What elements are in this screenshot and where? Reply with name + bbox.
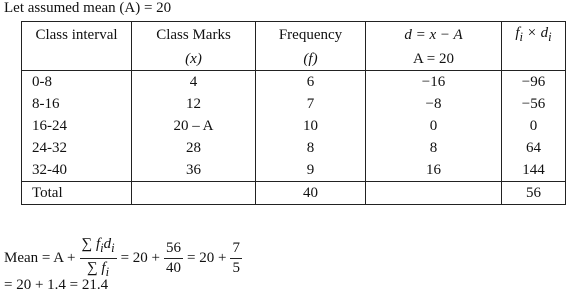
class-mark-cell: 20 – A [132, 115, 256, 137]
frequency-cell: 7 [256, 93, 366, 115]
product-cell: −96 [502, 71, 566, 94]
total-row [22, 182, 566, 205]
deviation-cell: −16 [366, 71, 502, 94]
header-product: $f_i \times d_i$ [502, 22, 566, 49]
frequency-cell: 9 [256, 159, 366, 182]
product-cell: 0 [502, 115, 566, 137]
total-class-mark-blank [132, 182, 256, 205]
header-frequency-symbol: (f) [256, 48, 366, 71]
product-cell: 64 [502, 137, 566, 159]
table-row [22, 137, 566, 159]
header-frequency: Frequency [256, 22, 366, 49]
formula-step-1: = 20 + [120, 249, 161, 266]
header-class-marks: Class Marks [132, 22, 256, 49]
header-class-marks-symbol: (x) [132, 48, 256, 71]
class-interval-cell: 0-8 [22, 71, 132, 94]
sum-fraction [80, 236, 117, 281]
formula-lhs: Mean = A + [4, 249, 76, 266]
table-row [22, 93, 566, 115]
class-interval-cell: 16-24 [22, 115, 132, 137]
frequency-cell: 8 [256, 137, 366, 159]
table-row [22, 159, 566, 182]
total-deviation-blank [366, 182, 502, 205]
class-mark-cell: 36 [132, 159, 256, 182]
header-product-blank [502, 48, 566, 71]
class-mark-cell: 4 [132, 71, 256, 94]
total-product: 56 [502, 182, 566, 205]
assumed-mean-statement: Let assumed mean (A) = 20 [4, 0, 172, 16]
table-row [22, 115, 566, 137]
deviation-cell: 0 [366, 115, 502, 137]
class-mark-cell: 12 [132, 93, 256, 115]
deviation-cell: 8 [366, 137, 502, 159]
deviation-cell: −8 [366, 93, 502, 115]
class-interval-cell: 32-40 [22, 159, 132, 182]
total-frequency: 40 [256, 182, 366, 205]
header-deviation: d = x − A [366, 22, 502, 49]
fraction-7-5-numerator: 7 [230, 240, 242, 259]
fraction-56-40-denominator: 40 [166, 259, 182, 276]
frequency-cell: 10 [256, 115, 366, 137]
class-interval-cell: 24-32 [22, 137, 132, 159]
deviation-cell: 16 [366, 159, 502, 182]
mean-result: = 20 + 1.4 = 21.4 [4, 277, 109, 293]
total-label: Total [22, 182, 132, 205]
frequency-table [21, 21, 566, 205]
table-row [22, 71, 566, 94]
fraction-7-5-denominator: 5 [232, 259, 240, 276]
sum-fraction-numerator: ∑ $f_id_i$ [80, 236, 117, 259]
header-class-interval-blank [22, 48, 132, 71]
formula-step-2: = 20 + [187, 249, 227, 266]
header-class-interval: Class interval [22, 22, 132, 49]
class-interval-cell: 8-16 [22, 93, 132, 115]
fraction-56-40-numerator: 56 [164, 240, 183, 259]
frequency-cell: 6 [256, 71, 366, 94]
sum-fraction-denominator: ∑ $f_i$ [86, 259, 110, 279]
header-deviation-note: A = 20 [366, 48, 502, 71]
product-cell: 144 [502, 159, 566, 182]
fraction-56-40 [164, 240, 183, 277]
class-mark-cell: 28 [132, 137, 256, 159]
product-cell: −56 [502, 93, 566, 115]
mean-formula [4, 235, 246, 279]
fraction-7-5 [230, 240, 242, 277]
